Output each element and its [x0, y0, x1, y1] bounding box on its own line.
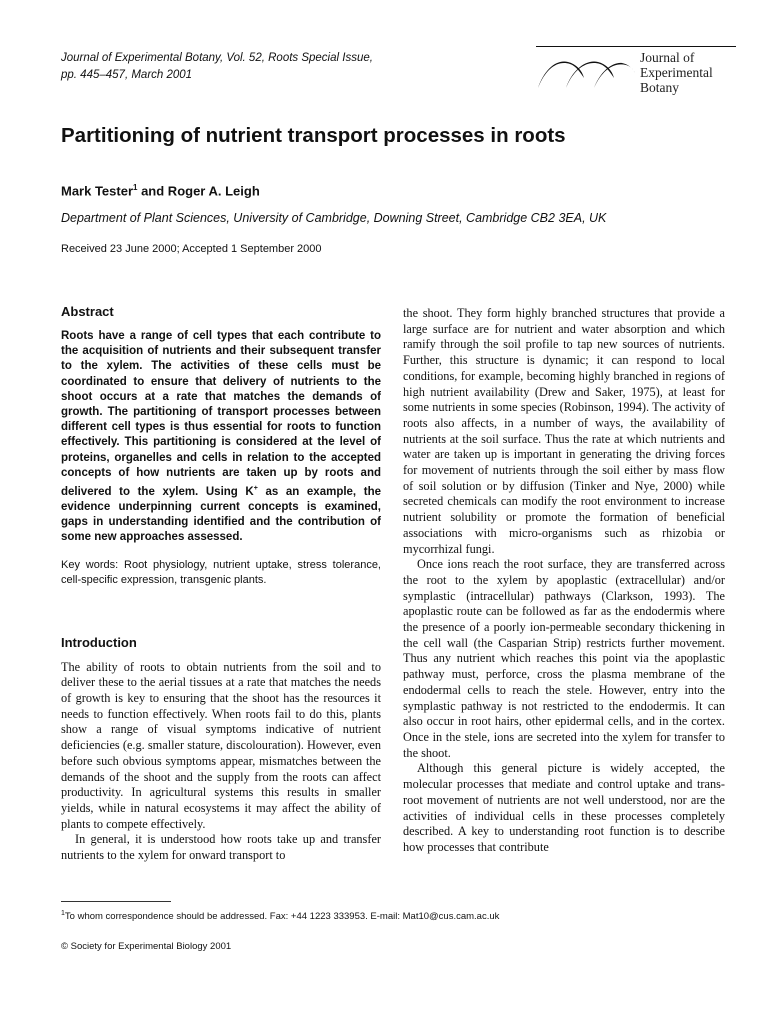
body-paragraph-3: Although this general picture is widely accepted, the molecular processes that mediate and control uptake and trans-root movement of nutrients are not well understood, nor are the activities of individual cells in these processes completely described. A key to understanding root function is to describe how processes that contribute: [403, 761, 725, 854]
journal-citation-line1: Journal of Experimental Botany, Vol. 52, Roots Special Issue,: [61, 52, 373, 64]
author-1: Mark Tester: [61, 183, 134, 199]
right-column: [403, 306, 725, 856]
affiliation: Department of Plant Sciences, University of Cambridge, Downing Street, Cambridge CB2 3EA, UK: [61, 211, 607, 225]
body-paragraph-1: the shoot. They form highly branched structures that provide a large surface are for nutrient and water absorption and which ramify through the soil profile to tap new sources of nutrients. Further, this structure is dynamic; it can respond to local conditions, for example, becoming highly branched in regions of high nutrient availability (Drew and Saker, 1975), at least for some nutrients in some species (Robinson, 1994). The activity of roots also affects, in a number of ways, the availability of nutrients at the soil surface. Thus the rate at which nutrients and water are taken up is important in generating the driving forces for movement of nutrients through the soil either by mass flow of soil solution or by diffusion (Tinker and Nye, 2000) while secreted chemicals can modify the root environment to increase nutrient solubility or promote the formation of beneficial associations with micro-organisms such as rhizobia or mycorrhizal fungi.: [403, 306, 725, 556]
abstract-heading: Abstract: [61, 304, 114, 319]
introduction-heading: Introduction: [61, 634, 137, 650]
logo-rule: [536, 46, 736, 47]
journal-wave-logo-icon: [536, 54, 636, 94]
author-2: and Roger A. Leigh: [137, 183, 260, 199]
abstract-text-a: Roots have a range of cell types that each contribute to the acquisition of nutrients and their subsequent transfer to the xylem. The activities of these cells must be coordinated to ensure that delivery of nutrients to the shoot occurs at a rate that matches the demands of growth. The partitioning of transport processes between different cell types is thus essential for roots to function effectively. This partitioning is considered at the level of proteins, organelles and cells in relation to the accepted concepts of how nutrients are taken up by roots and delivered to the xylem. Using K: [61, 330, 381, 498]
body-paragraph-2: Once ions reach the root surface, they are transferred across the root to the xylem by apoplastic (extracellular) and/or symplastic (intracellular) pathways (Clarkson, 1993). The apoplastic route can be followed as far as the endodermis where the presence of a poorly ion-permeable secondary thickening in the cell wall (the Casparian Strip) restricts further movement. Thus any nutrient which reaches this point via the apoplastic pathway must, perforce, cross the plasma membrane of the endodermal cells to reach the stele. However, entry into the symplastic pathway is not restricted to the endodermis. It can also occur in root hairs, other epidermal cells, and in the cortex. Once in the stele, ions are secreted into the xylem for transfer to the shoot.: [403, 557, 725, 760]
journal-logo: [536, 46, 736, 102]
received-dates: Received 23 June 2000; Accepted 1 September 2000: [61, 243, 322, 255]
keywords: Key words: Root physiology, nutrient uptake, stress tolerance, cell-specific expression, transgenic plants.: [61, 558, 381, 587]
footnote-text: To whom correspondence should be addressed. Fax: +44 1223 333953. E-mail: Mat10@cus.cam.ac.uk: [64, 911, 500, 923]
journal-citation-line2: pp. 445–457, March 2001: [61, 69, 193, 81]
footnote-rule: [61, 901, 171, 902]
logo-line2: Experimental: [640, 65, 713, 80]
abstract-text-b: as an example, the evidence underpinning current concepts is examined, gaps in understanding identified and the contribution of some new approaches assessed.: [61, 485, 381, 544]
journal-citation: [61, 50, 461, 84]
author-1-footnote-mark: 1: [133, 183, 138, 192]
logo-line3: Botany: [640, 80, 679, 95]
intro-paragraph-2: In general, it is understood how roots take up and transfer nutrients to the xylem for onward transport to: [61, 832, 381, 863]
footnote: [61, 910, 499, 922]
authors: [61, 183, 260, 198]
footnote-mark: 1: [61, 910, 65, 917]
abstract-text: [61, 329, 381, 546]
logo-wordmark: [640, 50, 713, 95]
copyright: © Society for Experimental Biology 2001: [61, 941, 232, 952]
left-column: [61, 304, 381, 864]
intro-paragraph-1: The ability of roots to obtain nutrients from the soil and to deliver these to the aerial tissues at a rate that matches the needs of growth is key to ensuring that the shoot has the resources it needs to function effectively. When roots fail to do this, plants show a range of visual symptoms indicative of nutrient deficiencies (e.g. smaller stature, discolouration). However, even before such obvious symptoms appear, mismatches between the demands of the shoot and the supply from the roots can affect productivity. In agricultural systems this results in smaller yields, while in natural ecosystems it may affect the ability of plants to compete effectively.: [61, 659, 381, 831]
logo-line1: Journal of: [640, 50, 695, 65]
abstract-superscript: +: [253, 485, 258, 493]
article-title: Partitioning of nutrient transport processes in roots: [61, 124, 566, 147]
